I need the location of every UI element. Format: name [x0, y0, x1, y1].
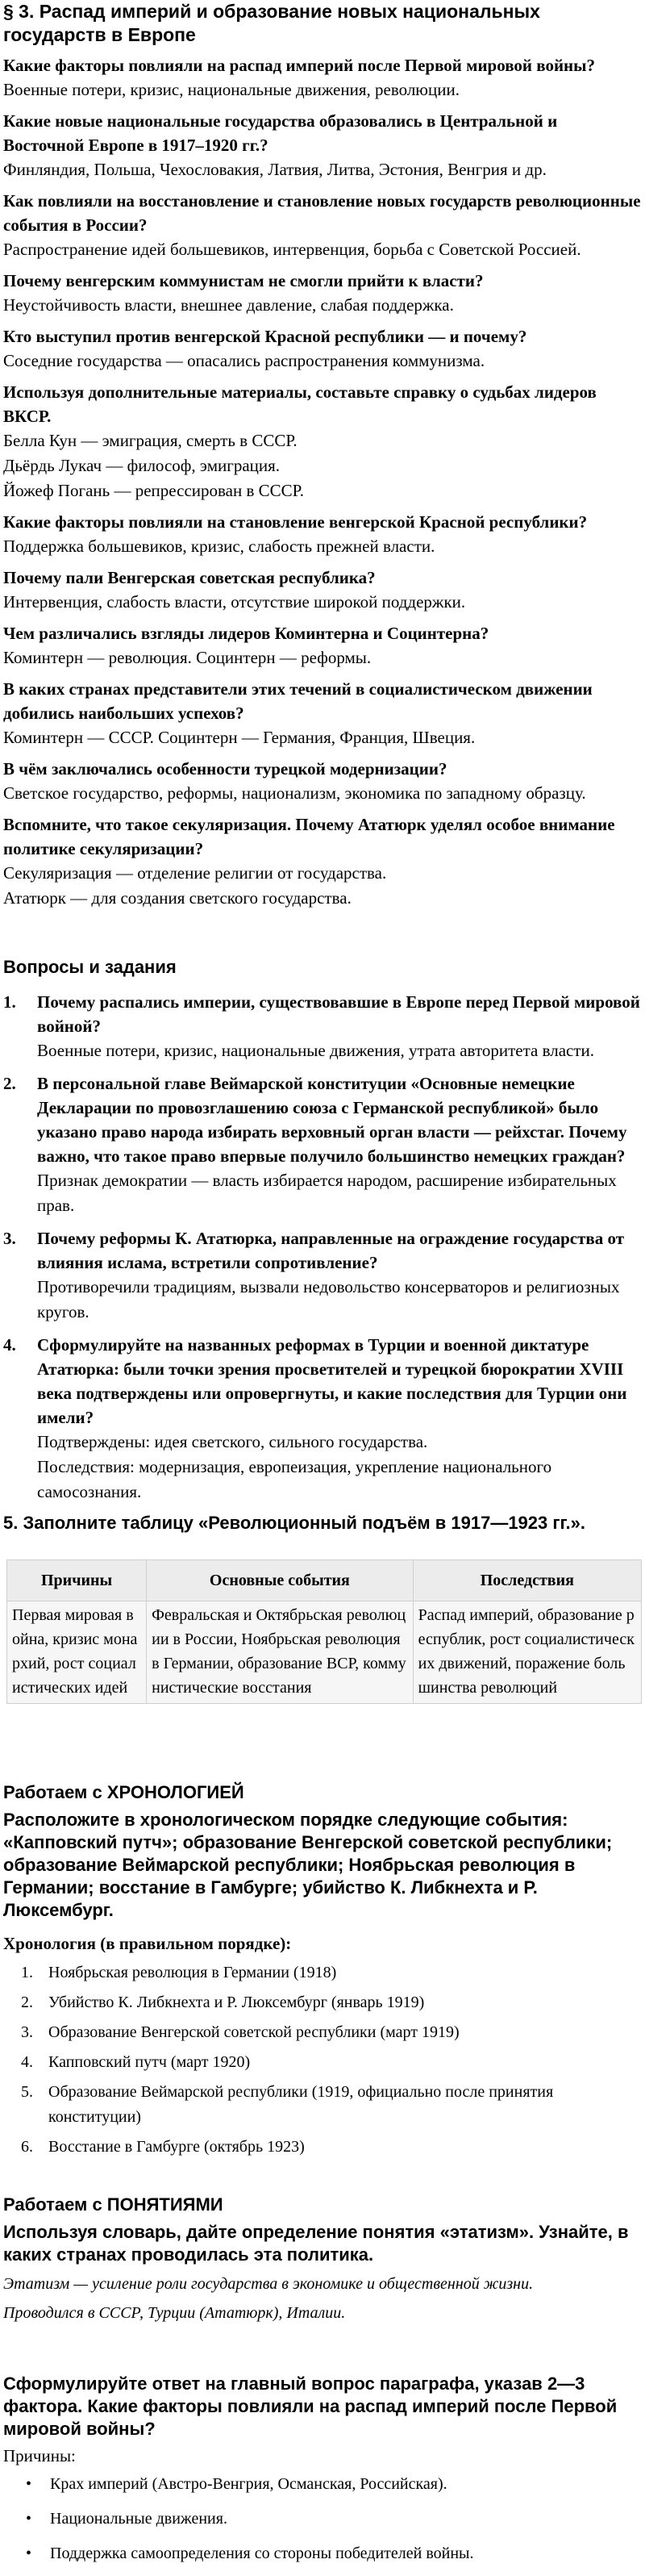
- qa-item: [3, 189, 642, 262]
- list-text: Крах империй (Австро-Венгрия, Османская, Российская).: [50, 2475, 447, 2493]
- question: Почему пали Венгерская советская республика?: [3, 568, 376, 587]
- page-title: § 3. Распад империй и образование новых национальных государств в Европе: [3, 1, 540, 45]
- list-text: Образование Веймарской республики (1919, официально после принятия конституции): [48, 2083, 554, 2126]
- list-item: [3, 1990, 642, 2015]
- task-question: В персональной главе Веймарской конституции «Основные немецкие Декларации по провозглашению союза с Германской республикой» было указано право народа избирать верховный орган власти — рейхстаг. Почему важно, что такое право впервые получило большинство немецких граждан?: [37, 1074, 627, 1166]
- question: Используя дополнительные материалы, составьте справку о судьбах лидеров ВКСР.: [3, 382, 597, 426]
- answer: Светское государство, реформы, национализм, экономика по западному образцу.: [3, 783, 586, 803]
- task-question: Сформулируйте на названных реформах в Турции и военной диктатуре Ататюрка: были точки зрения просветителей и турецкой бюрократии XVIII века подтверждены или опровергнуты, и какие последствия для Турции они имели?: [37, 1335, 627, 1427]
- list-text: Восстание в Гамбурге (октябрь 1923): [48, 2138, 305, 2156]
- task-answer: Последствия: модернизация, европеизация, укрепление национального самосознания.: [37, 1457, 552, 1501]
- list-number: 2.: [21, 1994, 33, 2011]
- question: Какие новые национальные государства образовались в Центральной и Восточной Европе в 1917–1920 гг.?: [3, 111, 558, 155]
- qa-item: [3, 566, 642, 615]
- chronology-list: [3, 1960, 642, 2160]
- chronology-list-title: Хронология (в правильном порядке):: [3, 1934, 292, 1953]
- qa-item: [3, 53, 642, 102]
- question: Как повлияли на восстановление и становление новых государств революционные события в России?: [3, 191, 641, 235]
- task-item: [3, 990, 642, 1063]
- list-text: Убийство К. Либкнехта и Р. Люксембург (январь 1919): [48, 1994, 425, 2011]
- answer: Военные потери, кризис, национальные движения, революции.: [3, 80, 460, 99]
- qa-item: [3, 757, 642, 806]
- task-answer: Признак демократии — власть избирается народом, расширение избирательных прав.: [37, 1171, 617, 1215]
- question: Кто выступил против венгерской Красной республики — и почему?: [3, 327, 527, 346]
- answer: Соседние государства — опасались распространения коммунизма.: [3, 351, 485, 370]
- task-answer: Военные потери, кризис, национальные движения, утрата авторитета власти.: [37, 1041, 595, 1060]
- tasks-heading: Вопросы и задания: [3, 957, 177, 977]
- definition: Этатизм — усиление роли государства в экономике и общественной жизни.: [3, 2275, 534, 2293]
- list-item: [3, 2507, 642, 2532]
- list-item: [3, 2541, 642, 2566]
- answer: Интервенция, слабость власти, отсутствие широкой поддержки.: [3, 592, 466, 612]
- table-header-events: Основные события: [147, 1560, 414, 1601]
- question: Какие факторы повлияли на становление венгерской Красной республики?: [3, 512, 588, 532]
- answer: Белла Кун — эмиграция, смерть в СССР.: [3, 431, 298, 450]
- answer: Коминтерн — революция. Социнтерн — реформы.: [3, 648, 372, 667]
- list-text: Ноябрьская революция в Германии (1918): [48, 1964, 337, 1981]
- list-item: [3, 2020, 642, 2045]
- answer: Неустойчивость власти, внешнее давление, слабая поддержка.: [3, 295, 454, 315]
- task-question: Почему реформы К. Ататюрка, направленные на ограждение государства от влияния ислама, встретили сопротивление?: [37, 1229, 625, 1272]
- qa-item: [3, 510, 642, 559]
- task-number: 3.: [3, 1229, 16, 1248]
- task-number: 1.: [3, 992, 16, 1012]
- table-header-causes: Причины: [7, 1560, 147, 1601]
- table-header-row: [7, 1560, 642, 1601]
- list-number: 3.: [21, 2023, 33, 2041]
- qa-item: [3, 621, 642, 670]
- list-text: Национальные движения.: [50, 2510, 227, 2528]
- list-number: 6.: [21, 2138, 33, 2156]
- qa-item: [3, 812, 642, 911]
- revolution-table: [6, 1559, 642, 1704]
- definition-countries: Проводился в СССР, Турции (Ататюрк), Италии.: [3, 2304, 346, 2322]
- chronology-task: Расположите в хронологическом порядке следующие события: «Капповский путч»; образование Венгерской советской республики; образование Веймарской республики; Ноябрьская революция в Германии; восстание в Гамбурге; убийство К. Либкнехта и Р. Люксембург.: [3, 1810, 613, 1920]
- answer: Финляндия, Польша, Чехословакия, Латвия, Литва, Эстония, Венгрия и др.: [3, 160, 547, 179]
- qa-item: [3, 324, 642, 374]
- answer: Ататюрк — для создания светского государства.: [3, 888, 352, 908]
- bullet-icon: •: [26, 2510, 32, 2528]
- question: Чем различались взгляды лидеров Коминтерна и Социнтерна?: [3, 624, 489, 643]
- answer: Йожеф Погань — репрессирован в СССР.: [3, 481, 304, 500]
- list-item: [3, 2135, 642, 2160]
- table-header-consequences: Последствия: [413, 1560, 641, 1601]
- reasons-label: Причины:: [3, 2446, 76, 2465]
- bullet-icon: •: [26, 2545, 32, 2562]
- table-cell-consequences: Распад империй, образование республик, рост социалистических движений, поражение большинства революций: [413, 1601, 641, 1704]
- question: Какие факторы повлияли на распад империй после Первой мировой войны?: [3, 56, 596, 75]
- answer: Распространение идей большевиков, интервенция, борьба с Советской Россией.: [3, 240, 581, 259]
- question: Вспомните, что такое секуляризация. Почему Ататюрк уделял особое внимание политике секуляризации?: [3, 815, 615, 858]
- concepts-task: Используя словарь, дайте определение понятия «этатизм». Узнайте, в каких странах проводилась эта политика.: [3, 2222, 629, 2265]
- list-text: Образование Венгерской советской республики (март 1919): [48, 2023, 460, 2041]
- chronology-heading: Работаем с ХРОНОЛОГИЕЙ: [3, 1782, 244, 1802]
- list-number: 1.: [21, 1964, 33, 1981]
- table-cell-events: Февральская и Октябрьская революции в России, Ноябрьская революция в Германии, образование ВСР, коммунистические восстания: [147, 1601, 414, 1704]
- question: В чём заключались особенности турецкой модернизации?: [3, 759, 447, 779]
- list-number: 5.: [21, 2083, 33, 2101]
- task-item: [3, 1071, 642, 1218]
- answer: Поддержка большевиков, кризис, слабость прежней власти.: [3, 536, 435, 556]
- task-number: 2.: [3, 1074, 16, 1093]
- qa-list: [3, 53, 642, 911]
- concepts-heading: Работаем с ПОНЯТИЯМИ: [3, 2194, 223, 2215]
- task-question: Почему распались империи, существовавшие в Европе перед Первой мировой войной?: [37, 992, 640, 1036]
- list-number: 4.: [21, 2053, 33, 2071]
- task-answer: Подтверждены: идея светского, сильного государства.: [37, 1432, 428, 1451]
- qa-item: [3, 380, 642, 503]
- list-item: [3, 2472, 642, 2497]
- qa-item: [3, 269, 642, 318]
- task-5-title: 5. Заполните таблицу «Революционный подъём в 1917—1923 гг.».: [3, 1513, 585, 1533]
- list-item: [3, 1960, 642, 1985]
- task-number: 4.: [3, 1335, 16, 1355]
- task-item: [3, 1226, 642, 1325]
- task-answer: Противоречили традициям, вызвали недовольство консерваторов и религиозных кругов.: [37, 1277, 620, 1321]
- answer: Секуляризация — отделение религии от государства.: [3, 863, 387, 883]
- final-task: Сформулируйте ответ на главный вопрос параграфа, указав 2—3 фактора. Какие факторы повлияли на распад империй после Первой мировой войны?: [3, 2374, 618, 2439]
- qa-item: [3, 109, 642, 182]
- list-item: [3, 2080, 642, 2130]
- list-text: Поддержка самоопределения со стороны победителей войны.: [50, 2545, 474, 2562]
- table-row: [7, 1601, 642, 1704]
- table-cell-causes: Первая мировая война, кризис монархий, рост социалистических идей: [7, 1601, 147, 1704]
- list-item: [3, 2050, 642, 2075]
- answer: Коминтерн — СССР. Социнтерн — Германия, Франция, Швеция.: [3, 728, 476, 747]
- answer: Дьёрдь Лукач — философ, эмиграция.: [3, 456, 281, 475]
- list-text: Капповский путч (март 1920): [48, 2053, 251, 2071]
- tasks-list: [3, 990, 642, 1505]
- bullet-icon: •: [26, 2475, 32, 2493]
- question: Почему венгерским коммунистам не смогли прийти к власти?: [3, 271, 484, 290]
- qa-item: [3, 677, 642, 750]
- task-item: [3, 1333, 642, 1505]
- reasons-list: [3, 2472, 642, 2566]
- question: В каких странах представители этих течений в социалистическом движении добились наибольших успехов?: [3, 679, 593, 723]
